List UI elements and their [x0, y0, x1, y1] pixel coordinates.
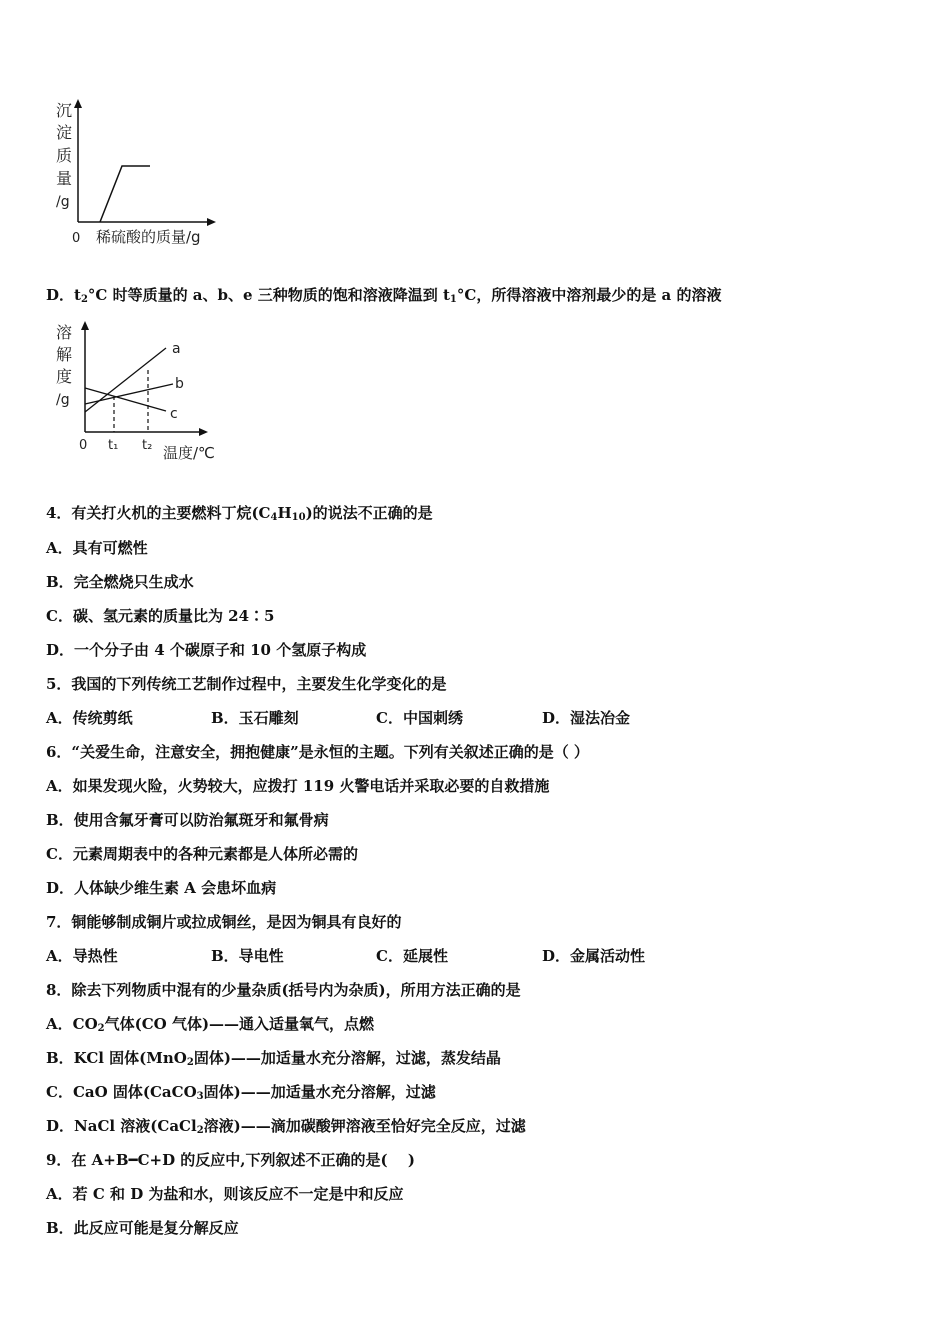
y-label-char: 量 [56, 169, 73, 188]
question3-option-d: D．$t_2^\circ C$ 时等质量的 a、b、e 三种物质的饱和溶液降温到 $t_1^\circ C$，所得溶液中溶剂最少的是 a 的溶液 [46, 286, 722, 305]
question4-stem: 4．有关打火机的主要燃料丁烷$(C_4H_{10})$的说法不正确的是 [46, 504, 433, 523]
question7-option-c: C．延展性 [376, 947, 448, 965]
question8-option-d: D．NaCl 溶液(CaCl$_2$溶液)——滴加碳酸钾溶液至恰好完全反应，过滤 [46, 1117, 526, 1136]
question6-option-b: B．使用含氟牙膏可以防治氟斑牙和氟骨病 [46, 811, 329, 829]
question8-option-c: C．CaO 固体(CaCO$_3$固体)——加适量水充分溶解，过滤 [46, 1083, 436, 1102]
y-label-char: 淀 [56, 123, 73, 142]
origin-label: 0 [79, 438, 88, 453]
y-unit: /g [56, 194, 70, 210]
y-axis-arrow [81, 321, 89, 330]
y-label-char: 沉 [56, 101, 73, 120]
question8-stem: 8．除去下列物质中混有的少量杂质(括号内为杂质)，所用方法正确的是 [46, 981, 521, 999]
x-axis-label: 稀硫酸的质量/g [96, 228, 201, 246]
question4-option-b: B．完全燃烧只生成水 [46, 573, 194, 591]
origin-label: 0 [72, 231, 81, 246]
question7-stem: 7．铜能够制成铜片或拉成铜丝，是因为铜具有良好的 [46, 913, 402, 931]
question8-option-a: A．$CO_2$气体(CO 气体)——通入适量氧气，点燃 [46, 1015, 375, 1034]
t2-label: t₂ [142, 438, 153, 453]
t1-label: t₁ [108, 438, 119, 453]
question9-stem: 9．在 A+B━C+D 的反应中,下列叙述不正确的是( ) [46, 1151, 415, 1169]
solubility-curve-graph [52, 318, 227, 466]
y-label-char: 溶 [56, 323, 73, 342]
curve-b-label: b [175, 376, 184, 392]
question6-option-c: C．元素周期表中的各种元素都是人体所必需的 [46, 845, 358, 863]
question6-option-d: D．人体缺少维生素 A 会患坏血病 [46, 879, 277, 897]
x-axis-arrow [207, 218, 216, 226]
question4-option-c: C．碳、氢元素的质量比为 24∶5 [46, 607, 275, 625]
y-label-char: 度 [56, 367, 73, 386]
y-unit: /g [56, 392, 70, 408]
precipitate-mass-graph [50, 96, 230, 252]
question4-option-a: A．具有可燃性 [46, 539, 148, 557]
y-axis-label [56, 101, 72, 210]
question5-stem: 5．我国的下列传统工艺制作过程中，主要发生化学变化的是 [46, 675, 447, 693]
curve-a [85, 348, 166, 412]
question6-stem: 6．“关爱生命，注意安全，拥抱健康”是永恒的主题。下列有关叙述正确的是（ ） [46, 743, 589, 761]
question7-option-d: D．金属活动性 [542, 947, 646, 965]
y-label-char: 质 [56, 146, 73, 165]
x-axis-label: 温度/℃ [163, 444, 215, 462]
precipitate-curve [100, 166, 150, 222]
question5-option-a: A．传统剪纸 [46, 709, 133, 727]
curve-c-label: c [170, 406, 178, 422]
question5-option-d: D．湿法冶金 [542, 709, 631, 727]
question5-option-c: C．中国刺绣 [376, 709, 463, 727]
question8-option-b: B．KCl 固体(MnO$_2$固体)——加适量水充分溶解，过滤，蒸发结晶 [46, 1049, 501, 1068]
question7-option-a: A．导热性 [46, 947, 118, 965]
question4-option-d: D．一个分子由 4 个碳原子和 10 个氢原子构成 [46, 641, 367, 659]
question9-option-b: B．此反应可能是复分解反应 [46, 1219, 239, 1237]
question6-option-a: A．如果发现火险，火势较大，应拨打 119 火警电话并采取必要的自救措施 [46, 777, 550, 795]
question5-option-b: B．玉石雕刻 [211, 709, 299, 727]
curve-c [85, 388, 166, 411]
y-axis-arrow [74, 99, 82, 108]
x-axis-arrow [199, 428, 208, 436]
curve-a-label: a [172, 341, 181, 357]
y-label-char: 解 [56, 345, 73, 364]
question9-option-a: A．若 C 和 D 为盐和水，则该反应不一定是中和反应 [46, 1185, 404, 1203]
question7-option-b: B．导电性 [211, 947, 284, 965]
